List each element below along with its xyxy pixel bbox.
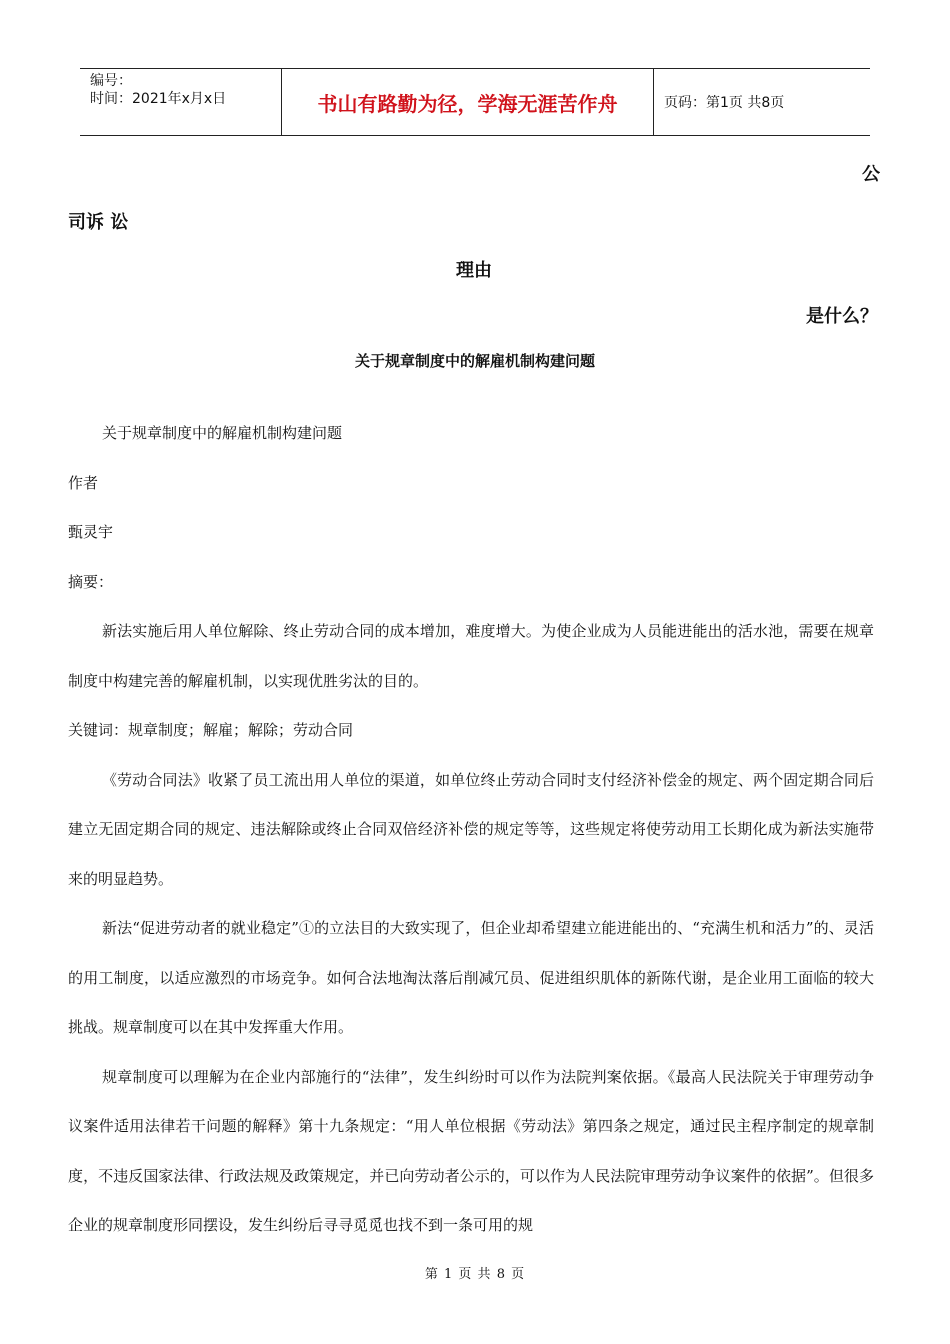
abstract-paragraph: 新法实施后用人单位解除、终止劳动合同的成本增加，难度增大。为使企业成为人员能进能出的活水池，需要在规章制度中构建完善的解雇机制，以实现优胜劣汰的目的。 (68, 622, 874, 690)
abstract-label: 摘要： (68, 572, 114, 591)
heading-part-2: 司诉 讼 (68, 212, 129, 233)
heading-part-4: 是什么？ (806, 306, 878, 327)
header-table (80, 68, 870, 136)
document-subtitle: 关于规章制度中的解雇机制构建问题 (354, 352, 595, 370)
body-paragraph-1: 《劳动合同法》收紧了员工流出用人单位的渠道，如单位终止劳动合同时支付经济补偿金的规定、两个固定期合同后建立无固定期合同的规定、违法解除或终止合同双倍经济补偿的规定等等，这些规定将使劳动用工长期化成为新法实施带来的明显趋势。 (68, 770, 874, 888)
page-footer (0, 1263, 950, 1282)
author-label: 作者 (68, 473, 99, 492)
heading-part-3: 理由 (456, 260, 492, 281)
body-title-line: 关于规章制度中的解雇机制构建问题 (102, 424, 343, 442)
footer-page-number: 第 1 页 共 8 页 (424, 1267, 526, 1282)
keywords-line: 关键词：规章制度；解雇；解除；劳动合同 (68, 721, 354, 739)
heading-part-1: 公 (862, 164, 880, 185)
number-label: 编号： (90, 73, 132, 89)
document-body (68, 409, 874, 1251)
time-label: 时间：2021年x月x日 (90, 91, 227, 107)
header-left-cell (80, 69, 282, 135)
header-motto-cell (282, 69, 654, 135)
body-paragraph-2: 新法“促进劳动者的就业稳定”①的立法目的大致实现了，但企业却希望建立能进能出的、“充满生机和活力”的、灵活的用工制度，以适应激烈的市场竞争。如何合法地淘汰落后削减冗员、促进组织肌体的新陈代谢，是企业用工面临的较大挑战。规章制度可以在其中发挥重大作用。 (68, 919, 874, 1036)
header-page-cell (654, 69, 870, 135)
motto-text: 书山有路勤为径，学海无涯苦作舟 (317, 91, 618, 116)
body-paragraph-3: 规章制度可以理解为在企业内部施行的“法律”，发生纠纷时可以作为法院判案依据。《最高人民法院关于审理劳动争议案件适用法律若干问题的解释》第十九条规定：“用人单位根据《劳动法》第四条之规定，通过民主程序制定的规章制度，不违反国家法律、行政法规及政策规定，并已向劳动者公示的，可以作为人民法院审理劳动争议案件的依据”。但很多企业的规章制度形同摆设，发生纠纷后寻寻觅觅也找不到一条可用的规 (68, 1067, 874, 1234)
author-name: 甄灵宇 (68, 523, 114, 541)
page-info: 页码：第1页 共8页 (664, 95, 785, 111)
